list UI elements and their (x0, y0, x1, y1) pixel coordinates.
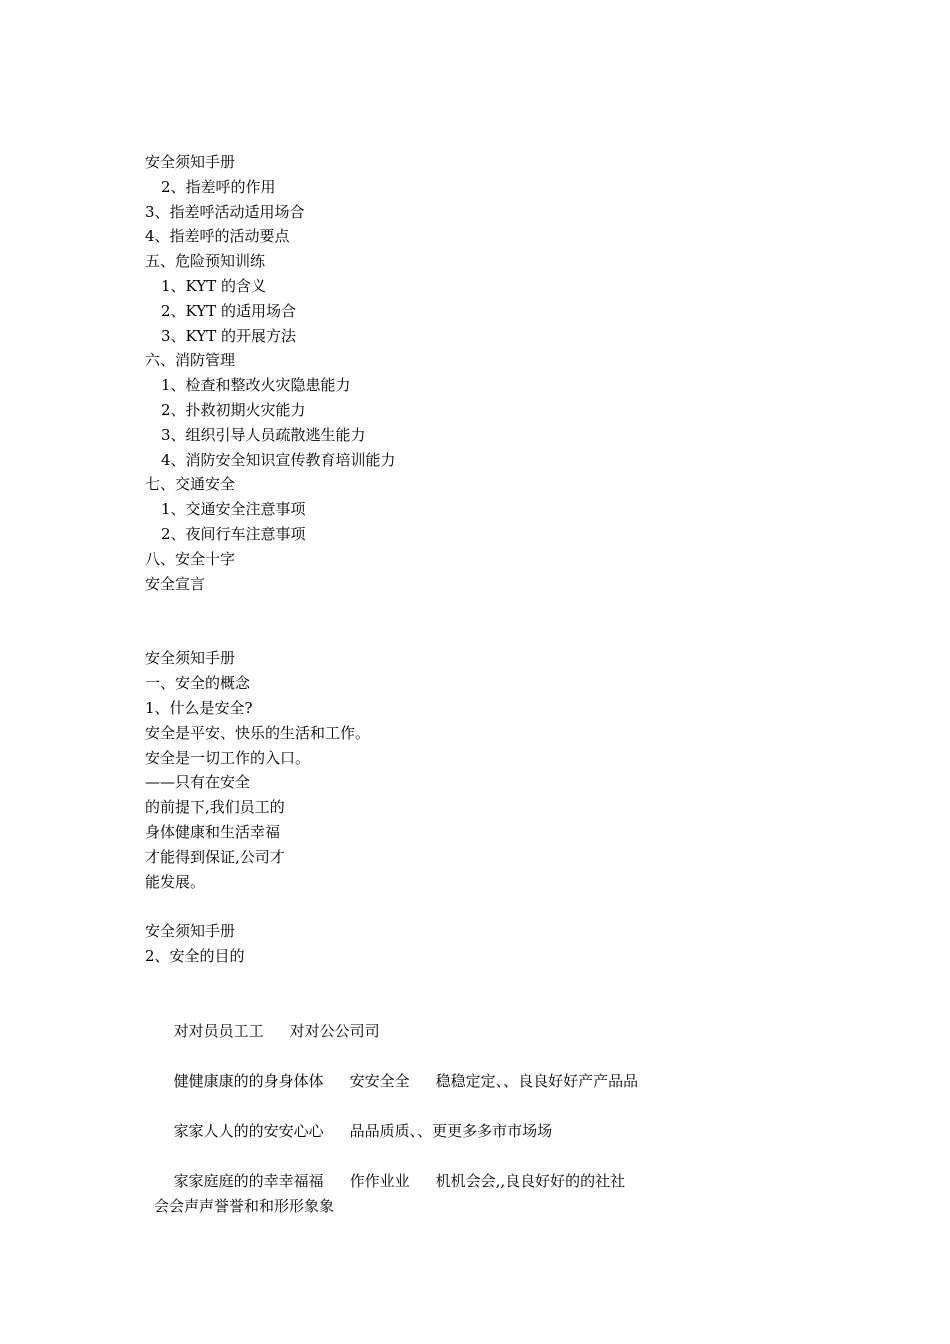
toc-item: 4、消防安全知识宣传教育培训能力 (161, 450, 396, 469)
purpose-row (145, 994, 845, 1040)
toc-item: 六、消防管理 (145, 351, 236, 370)
toc-item: 3、组织引导人员疏散逃生能力 (161, 425, 366, 444)
section-line: 的前提下,我们员工的 (145, 798, 285, 817)
toc-item: 3、指差呼活动适用场合 (145, 202, 305, 221)
toc-item: 八、安全十字 (145, 549, 236, 568)
purpose-cell: 健健康康的的身身体体 (173, 1071, 324, 1090)
toc-item: 五、危险预知训练 (145, 252, 266, 271)
section-concept (145, 646, 845, 894)
section-title: 安全须知手册 (145, 922, 236, 941)
toc-item: 3、KYT 的开展方法 (161, 326, 297, 345)
purpose-cell: 机机会会,,良良好好的的社社 (435, 1171, 626, 1190)
toc-item: 1、KYT 的含义 (161, 276, 267, 295)
spacer (145, 969, 845, 994)
toc-item: 安全宣言 (145, 574, 206, 593)
toc-item: 1、检查和整改火灾隐患能力 (161, 376, 351, 395)
toc-item: 1、交通安全注意事项 (161, 500, 306, 519)
spacer (145, 596, 845, 646)
toc-item: 2、指差呼的作用 (161, 177, 276, 196)
section-line: ——只有在安全 (145, 773, 251, 792)
purpose-cell: 安安全全 (349, 1071, 410, 1090)
section-line: 一、安全的概念 (145, 674, 251, 693)
toc-item: 2、扑救初期火灾能力 (161, 400, 306, 419)
section-line: 安全是一切工作的入口。 (145, 748, 311, 767)
purpose-cell: 家家人人的的安安心心 (173, 1121, 324, 1140)
toc-item: 七、交通安全 (145, 475, 236, 494)
purpose-cell: 作作业业 (349, 1171, 410, 1190)
purpose-cell: 稳稳定定、、良良好好产产品品 (435, 1071, 639, 1090)
section-subtitle: 2、安全的目的 (145, 947, 245, 966)
purpose-row (145, 1094, 845, 1140)
section-title: 安全须知手册 (145, 649, 236, 668)
toc-item: 2、KYT 的适用场合 (161, 301, 297, 320)
section-line: 能发展。 (145, 872, 206, 891)
purpose-cell: 品品质质、、更更多多市市场场 (349, 1121, 553, 1140)
toc-item: 4、指差呼的活动要点 (145, 227, 290, 246)
document-page (145, 150, 845, 1219)
toc-item: 2、夜间行车注意事项 (161, 524, 306, 543)
toc-block (145, 150, 845, 596)
section-line: 才能得到保证,公司才 (145, 847, 285, 866)
purpose-last-line: 会会声声誉誉和和形形象象 (154, 1197, 335, 1216)
purpose-row (145, 1144, 845, 1190)
purpose-row (145, 1044, 845, 1090)
toc-title: 安全须知手册 (145, 153, 236, 171)
spacer (145, 894, 845, 919)
purpose-cell: 家家庭庭的的幸幸福福 (173, 1171, 324, 1190)
section-line: 安全是平安、快乐的生活和工作。 (145, 723, 371, 742)
section-line: 身体健康和生活幸福 (145, 822, 281, 841)
section-line: 1、什么是安全? (145, 698, 253, 717)
purpose-cell: 对对员员工工 (173, 1021, 264, 1040)
section-purpose (145, 919, 845, 1219)
purpose-cell: 对对公公司司 (289, 1021, 380, 1040)
